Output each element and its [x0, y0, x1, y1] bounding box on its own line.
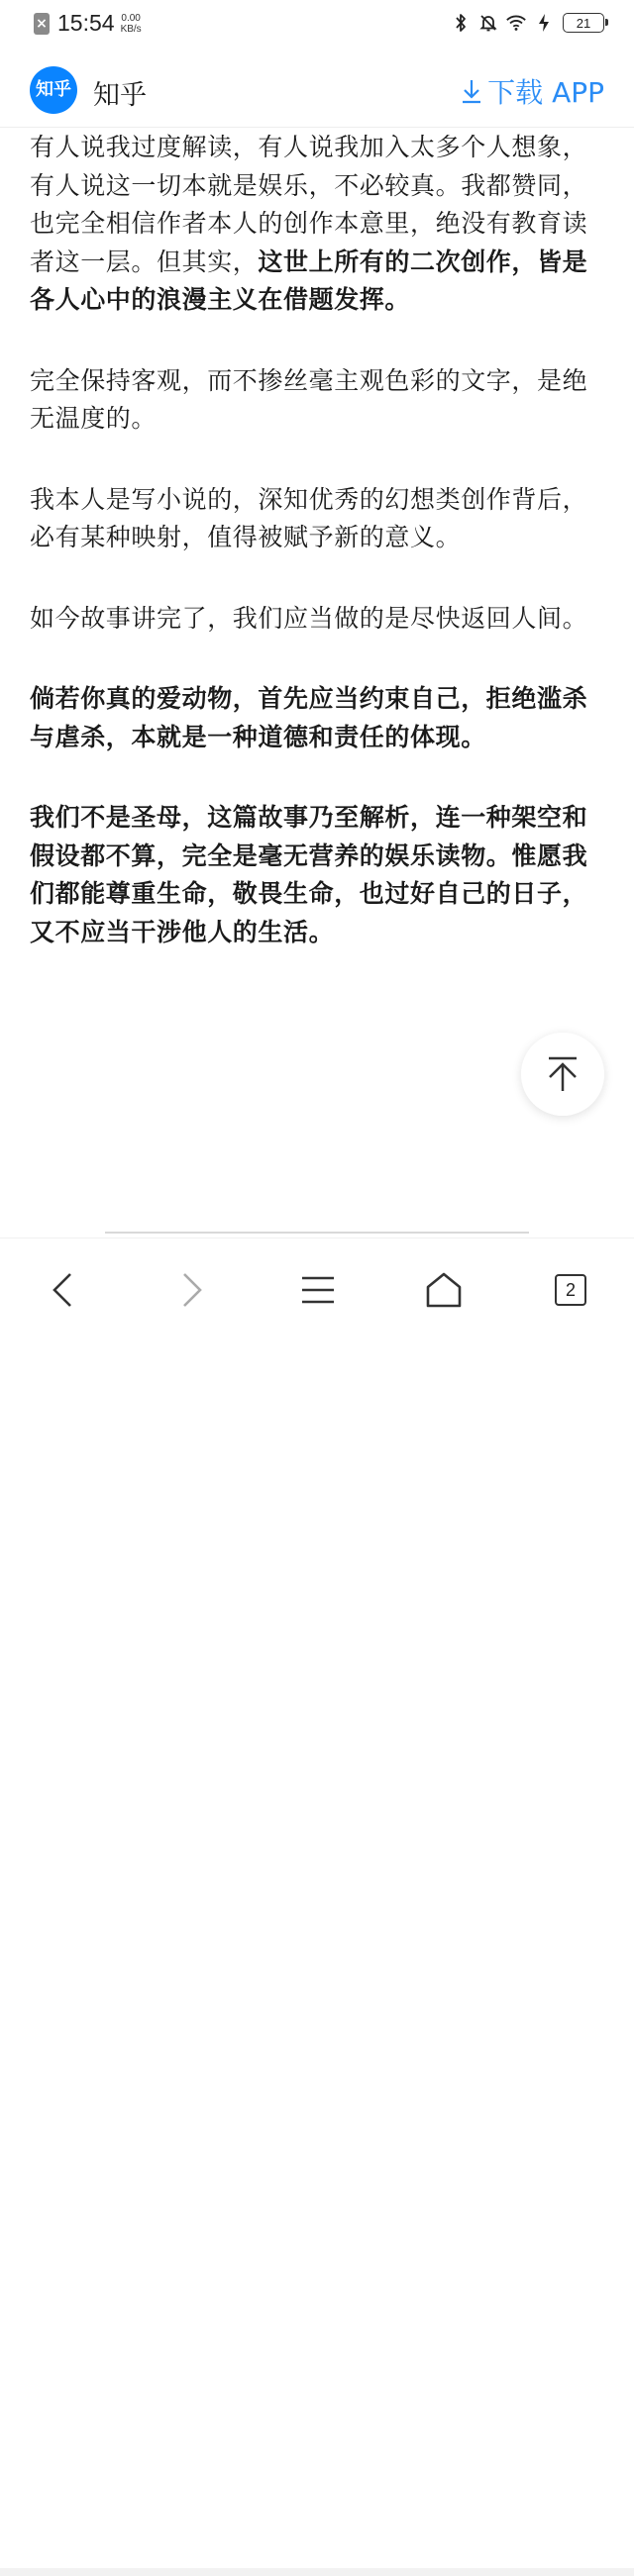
- status-bar: [0, 0, 634, 51]
- paragraph-5: [30, 680, 604, 756]
- app-name: 知乎: [93, 80, 147, 111]
- wifi-icon: [505, 12, 527, 34]
- arrow-up-icon: [543, 1054, 582, 1094]
- bottom-divider: [105, 1232, 529, 1234]
- download-app-button[interactable]: [460, 71, 604, 111]
- status-time: 15:54: [57, 10, 115, 36]
- battery-level: 21: [576, 15, 591, 31]
- paragraph-1-bold: 这世上所有的二次创作，皆是各人心中的浪漫主义在借题发挥。: [30, 247, 588, 314]
- status-left: [34, 10, 142, 37]
- mute-icon: [477, 12, 499, 34]
- download-arrow-icon: [460, 77, 483, 105]
- paragraph-1: [30, 129, 604, 320]
- paragraph-6-bold: 我们不是圣母，这篇故事乃至解析，连一种架空和假设都不算，完全是毫无营养的娱乐读物。惟愿我们都能尊重生命，敬畏生命，也过好自己的日子，又不应当干涉他人的生活。: [30, 803, 588, 946]
- tabs-button[interactable]: [547, 1266, 594, 1314]
- app-header: [0, 51, 634, 128]
- bottom-nav: [0, 1238, 634, 1338]
- article-body: [30, 127, 604, 951]
- charging-icon: [533, 12, 555, 34]
- net-speed: [121, 13, 142, 35]
- paragraph-2: 完全保持客观，而不掺丝毫主观色彩的文字，是绝无温度的。: [30, 365, 588, 433]
- paragraph-1-text: 有人说我过度解读，有人说我加入太多个人想象，有人说这一切本就是娱乐，不必较真。我都赞同，也完全相信作者本人的创作本意里，绝没有教育读者这一层。但其实，: [30, 133, 588, 276]
- forward-icon: [176, 1270, 206, 1310]
- home-icon: [424, 1271, 464, 1309]
- net-speed-unit: KB/s: [120, 23, 142, 35]
- paragraph-5-bold: 倘若你真的爱动物，首先应当约束自己，拒绝滥杀与虐杀，本就是一种道德和责任的体现。: [30, 684, 588, 751]
- paragraph-6: [30, 799, 604, 951]
- paragraph-4: 如今故事讲完了，我们应当做的是尽快返回人间。: [30, 603, 588, 633]
- home-button[interactable]: [420, 1266, 468, 1314]
- paragraph-3: 我本人是写小说的，深知优秀的幻想类创作背后，必有某种映射，值得被赋予新的意义。: [30, 484, 588, 551]
- download-label: 下载 APP: [487, 76, 604, 109]
- status-right: [444, 12, 604, 34]
- menu-icon: [300, 1272, 336, 1308]
- back-button[interactable]: [40, 1266, 87, 1314]
- net-speed-value: 0.00: [121, 12, 141, 24]
- gesture-bar: [0, 2568, 634, 2576]
- back-icon: [49, 1270, 78, 1310]
- back-to-top-button[interactable]: [521, 1033, 604, 1116]
- tabs-icon: [555, 1274, 586, 1306]
- battery-icon: [563, 13, 604, 33]
- zhihu-logo[interactable]: 知乎: [30, 66, 77, 114]
- tab-count: 2: [565, 1279, 576, 1300]
- no-sim-icon: ×: [34, 13, 50, 35]
- forward-button[interactable]: [167, 1266, 215, 1314]
- menu-button[interactable]: [294, 1266, 342, 1314]
- bluetooth-icon: [450, 12, 472, 34]
